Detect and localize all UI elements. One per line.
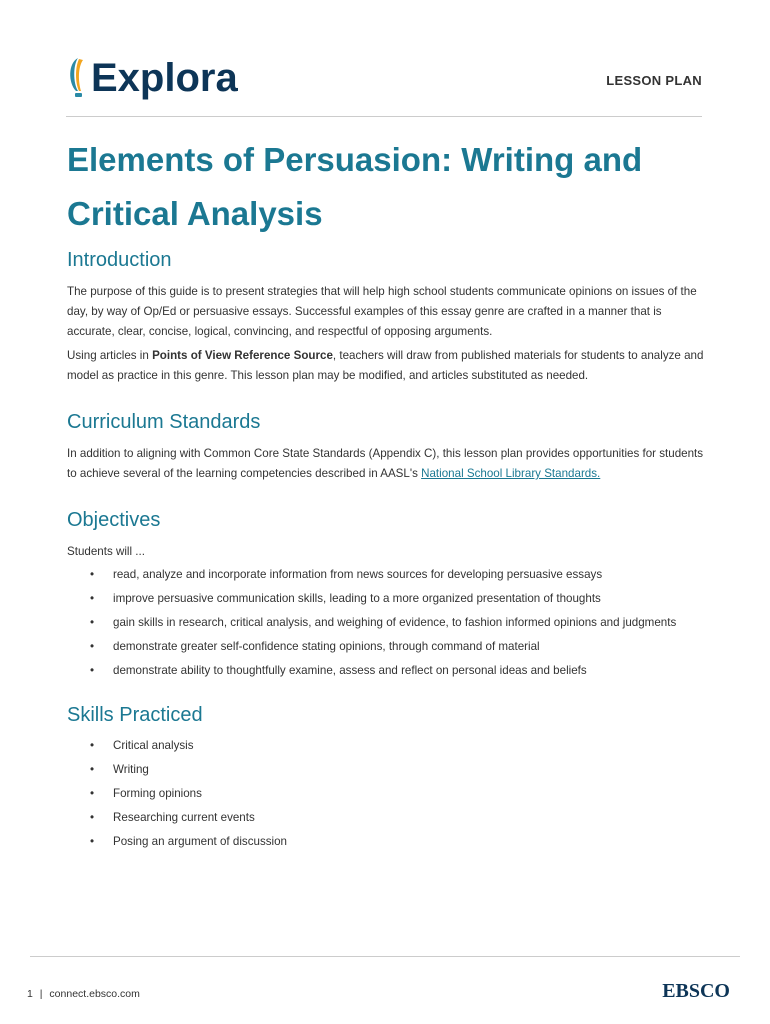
intro-paragraph: The purpose of this guide is to present strategies that will help high school students communicate opinions on issues of the day, by way of Op/Ed or persuasive essays. Successful examples of this essay genre are crafted in a manner that is accurate, clear, concise, logical, convincing, and respectful of opposing arguments.: [67, 285, 697, 338]
list-item: • Forming opinions: [113, 785, 707, 802]
section-heading: Skills Practiced: [67, 704, 203, 726]
section-heading: Curriculum Standards: [67, 411, 261, 433]
list-item: • gain skills in research, critical analysis, and weighing of evidence, to fashion informed opinions and judgments: [113, 614, 707, 631]
section-skills: [67, 701, 707, 850]
list-item: • Posing an argument of discussion: [113, 833, 707, 850]
intro-paragraph-2: [67, 346, 707, 386]
logo-text: Explora: [91, 56, 238, 100]
list-item: • demonstrate greater self-confidence stating opinions, through command of material: [113, 638, 707, 655]
list-item: • improve persuasive communication skills, leading to a more organized presentation of thoughts: [113, 590, 707, 607]
section-heading: Objectives: [67, 509, 161, 531]
balloon-icon: [66, 55, 90, 101]
list-item: • Writing: [113, 761, 707, 778]
section-introduction: [67, 246, 707, 386]
text: , teachers will draw from published materials for students to analyze and model as practice in this genre. This lesson plan may be modified, and articles substituted as needed.: [67, 349, 704, 382]
page-number: 1: [27, 988, 33, 1000]
explora-logo: [66, 55, 238, 101]
objectives-lead: Students will ...: [67, 545, 145, 558]
document-body: [67, 246, 707, 872]
footer-info: [27, 988, 140, 1000]
objectives-list: [67, 566, 707, 679]
header-divider: [66, 116, 702, 117]
standards-link[interactable]: National School Library Standards.: [421, 467, 601, 480]
document-type: LESSON PLAN: [606, 73, 702, 88]
ebsco-logo: EBSCO: [662, 980, 730, 1002]
list-item: • Researching current events: [113, 809, 707, 826]
list-item: • demonstrate ability to thoughtfully examine, assess and reflect on personal ideas and beliefs: [113, 662, 707, 679]
text: In addition to aligning with Common Core State Standards (Appendix C), this lesson plan provides opportunities for students to achieve several of the learning competencies described in AASL's: [67, 447, 704, 480]
source-name: Points of View Reference Source: [152, 349, 333, 362]
section-standards: [67, 408, 707, 484]
section-objectives: [67, 506, 707, 679]
list-item: • read, analyze and incorporate information from news sources for developing persuasive essays: [113, 566, 707, 583]
page-title: Elements of Persuasion: Writing and Critical Analysis: [67, 141, 643, 232]
text: Using articles in: [67, 349, 153, 362]
list-item: • Critical analysis: [113, 737, 707, 754]
separator: |: [39, 988, 43, 1000]
standards-paragraph: [67, 444, 707, 484]
footer-divider: [30, 956, 740, 957]
section-heading: Introduction: [67, 249, 172, 271]
skills-list: [67, 737, 707, 850]
footer-site: connect.ebsco.com: [49, 988, 140, 1000]
